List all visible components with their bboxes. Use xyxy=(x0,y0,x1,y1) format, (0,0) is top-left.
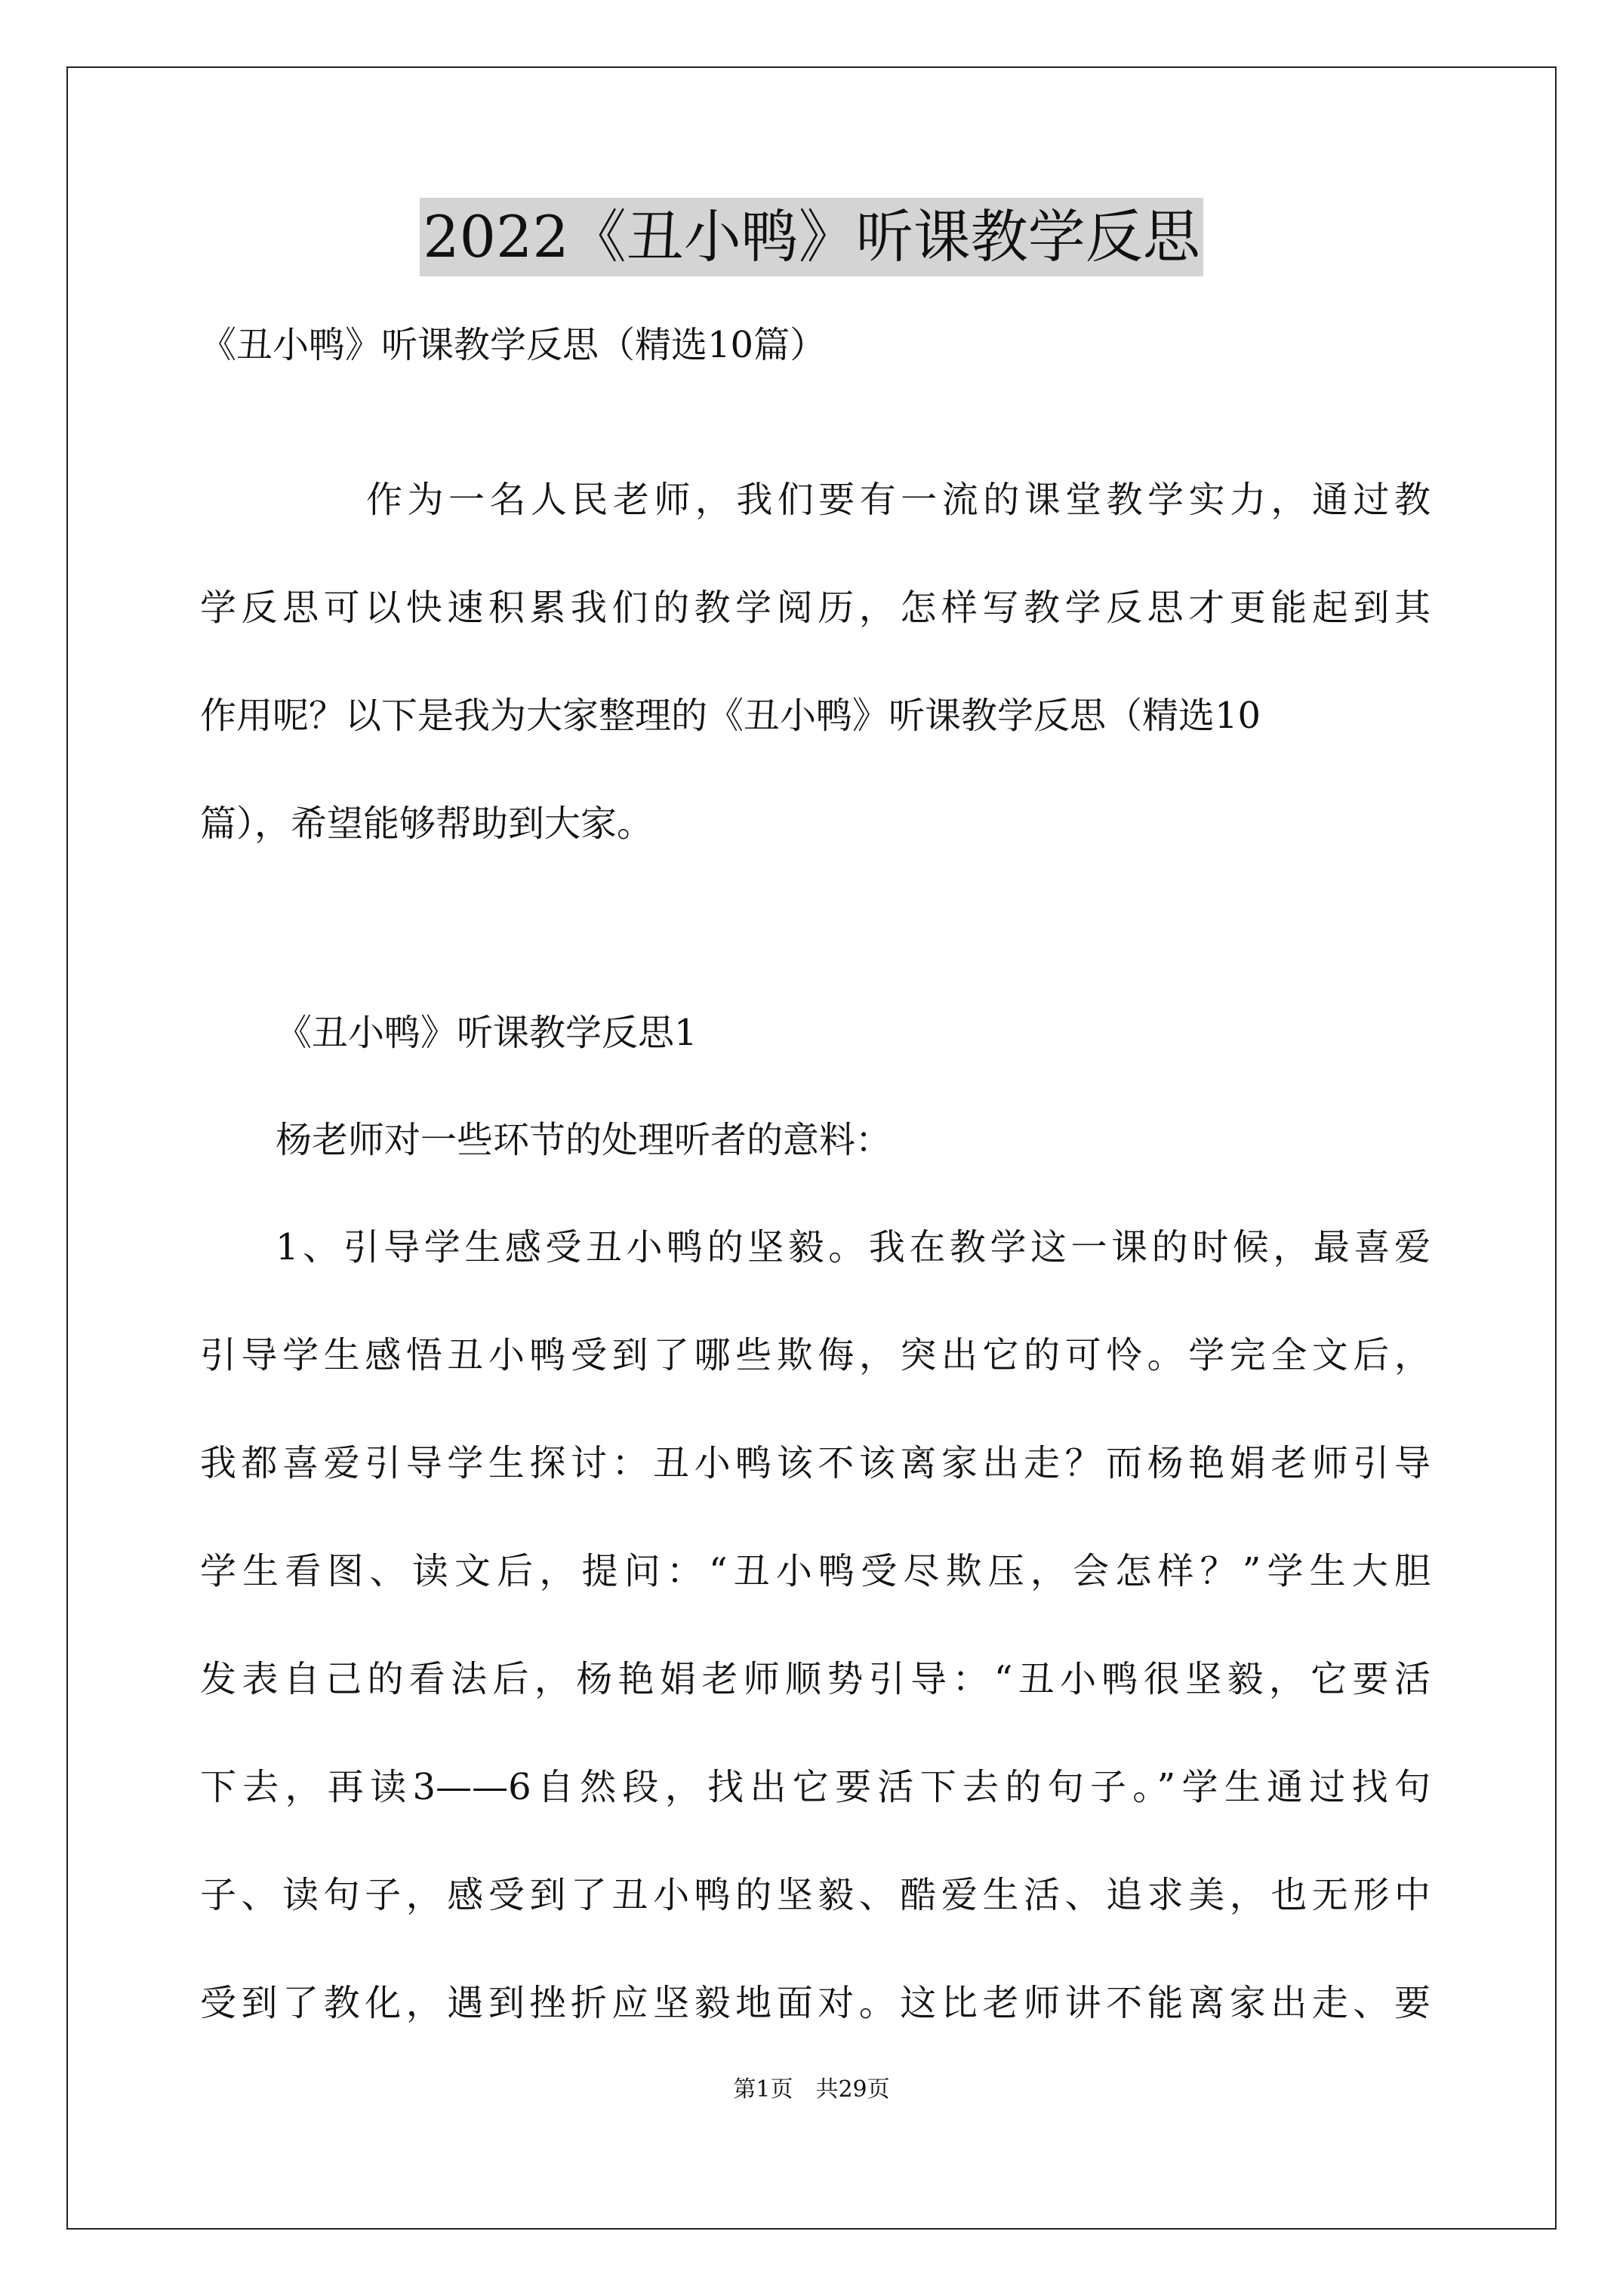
document-title: 2022《丑小鸭》听课教学反思 xyxy=(420,198,1203,276)
body-line-4: 学生看图、读文后，提问：“丑小鸭受尽欺压，会怎样？”学生大胆 xyxy=(200,1550,1431,1592)
section-intro: 杨老师对一些环节的处理听者的意料： xyxy=(276,1119,892,1161)
intro-line-2: 学反思可以快速积累我们的教学阅历，怎样写教学反思才更能起到其 xyxy=(200,587,1431,629)
title-container xyxy=(0,198,1623,276)
body-line-5: 发表自己的看法后，杨艳娟老师顺势引导：“丑小鸭很坚毅，它要活 xyxy=(200,1658,1431,1700)
body-line-3: 我都喜爱引导学生探讨：丑小鸭该不该离家出走？而杨艳娟老师引导 xyxy=(200,1442,1431,1484)
document-subtitle: 《丑小鸭》听课教学反思（精选10篇） xyxy=(200,324,827,366)
body-line-8: 受到了教化，遇到挫折应坚毅地面对。这比老师讲不能离家出走、要 xyxy=(200,1982,1431,2024)
body-line-6: 下去，再读3——6自然段，找出它要活下去的句子。”学生通过找句 xyxy=(200,1766,1431,1808)
intro-line-3: 作用呢？以下是我为大家整理的《丑小鸭》听课教学反思（精选10 xyxy=(200,695,1261,737)
body-line-7: 子、读句子，感受到了丑小鸭的坚毅、酷爱生活、追求美，也无形中 xyxy=(200,1874,1431,1916)
intro-line-4: 篇），希望能够帮助到大家。 xyxy=(200,803,654,845)
section-heading: 《丑小鸭》听课教学反思1 xyxy=(276,1012,698,1054)
page-footer: 第1页 共29页 xyxy=(733,2076,890,2103)
body-line-2: 引导学生感悟丑小鸭受到了哪些欺侮，突出它的可怜。学完全文后， xyxy=(200,1334,1431,1376)
intro-line-1: 作为一名人民老师，我们要有一流的课堂教学实力，通过教 xyxy=(366,479,1431,521)
body-line-1: 1、引导学生感受丑小鸭的坚毅。我在教学这一课的时候，最喜爱 xyxy=(276,1226,1431,1268)
